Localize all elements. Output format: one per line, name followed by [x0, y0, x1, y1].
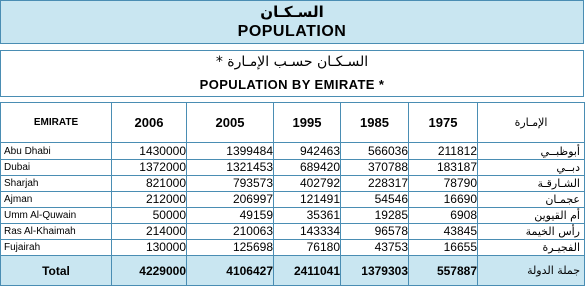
total-cell: 4229000	[112, 256, 187, 286]
population-cell: 43753	[341, 240, 409, 256]
table-row	[1, 224, 585, 240]
population-cell: 125698	[187, 240, 274, 256]
population-cell: 1321453	[187, 160, 274, 176]
population-cell: 402792	[274, 176, 341, 192]
column-header-year: 2006	[112, 103, 187, 143]
subtitle-box	[0, 50, 584, 97]
emirate-name-arabic: رأس الخيمة	[478, 224, 585, 240]
emirate-name-arabic: الفجيـرة	[478, 240, 585, 256]
population-cell: 793573	[187, 176, 274, 192]
emirate-name-arabic: الشـارقـة	[478, 176, 585, 192]
population-cell: 49159	[187, 208, 274, 224]
total-cell: 4106427	[187, 256, 274, 286]
population-cell: 54546	[341, 192, 409, 208]
population-cell: 183187	[409, 160, 478, 176]
population-cell: 689420	[274, 160, 341, 176]
column-header-year: 1975	[409, 103, 478, 143]
population-cell: 566036	[341, 143, 409, 160]
column-header-year: 1985	[341, 103, 409, 143]
emirate-name: Abu Dhabi	[1, 143, 112, 160]
table-row	[1, 176, 585, 192]
population-cell: 370788	[341, 160, 409, 176]
header-row	[1, 103, 585, 143]
population-cell: 121491	[274, 192, 341, 208]
population-cell: 96578	[341, 224, 409, 240]
total-label-arabic: جملة الدولة	[478, 256, 585, 286]
emirate-name: Ras Al-Khaimah	[1, 224, 112, 240]
table-row	[1, 240, 585, 256]
population-cell: 35361	[274, 208, 341, 224]
population-cell: 76180	[274, 240, 341, 256]
title-banner	[0, 0, 584, 44]
population-cell: 16690	[409, 192, 478, 208]
population-cell: 6908	[409, 208, 478, 224]
population-cell: 43845	[409, 224, 478, 240]
population-cell: 214000	[112, 224, 187, 240]
total-label: Total	[1, 256, 112, 286]
emirate-name: Fujairah	[1, 240, 112, 256]
title-english: POPULATION	[237, 23, 347, 40]
population-cell: 143334	[274, 224, 341, 240]
table-row	[1, 160, 585, 176]
population-cell: 16655	[409, 240, 478, 256]
population-cell: 78790	[409, 176, 478, 192]
emirate-name: Sharjah	[1, 176, 112, 192]
column-header-year: 1995	[274, 103, 341, 143]
total-row	[1, 256, 585, 286]
population-cell: 1430000	[112, 143, 187, 160]
column-header-year: 2005	[187, 103, 274, 143]
emirate-name: Dubai	[1, 160, 112, 176]
population-cell: 1372000	[112, 160, 187, 176]
emirate-name: Umm Al-Quwain	[1, 208, 112, 224]
emirate-name-arabic: أم القيوين	[478, 208, 585, 224]
population-cell: 130000	[112, 240, 187, 256]
population-cell: 206997	[187, 192, 274, 208]
subtitle-english: POPULATION BY EMIRATE *	[199, 77, 385, 92]
emirate-name-arabic: أبوظبــي	[478, 143, 585, 160]
total-cell: 1379303	[341, 256, 409, 286]
population-cell: 942463	[274, 143, 341, 160]
population-cell: 821000	[112, 176, 187, 192]
title-arabic: السـكـان	[260, 3, 324, 21]
population-cell: 1399484	[187, 143, 274, 160]
table-row	[1, 192, 585, 208]
population-cell: 50000	[112, 208, 187, 224]
population-table	[0, 102, 585, 286]
column-header-emirate: EMIRATE	[1, 103, 112, 143]
population-cell: 19285	[341, 208, 409, 224]
total-cell: 557887	[409, 256, 478, 286]
population-cell: 212000	[112, 192, 187, 208]
population-cell: 228317	[341, 176, 409, 192]
emirate-name-arabic: عجمـان	[478, 192, 585, 208]
total-cell: 2411041	[274, 256, 341, 286]
emirate-name-arabic: دبــي	[478, 160, 585, 176]
table-row	[1, 208, 585, 224]
subtitle-arabic: السـكـان حسـب الإمـارة *	[215, 54, 369, 70]
column-header-emirate-arabic: الإمـارة	[478, 103, 585, 143]
table-row	[1, 143, 585, 160]
population-cell: 210063	[187, 224, 274, 240]
emirate-name: Ajman	[1, 192, 112, 208]
population-cell: 211812	[409, 143, 478, 160]
